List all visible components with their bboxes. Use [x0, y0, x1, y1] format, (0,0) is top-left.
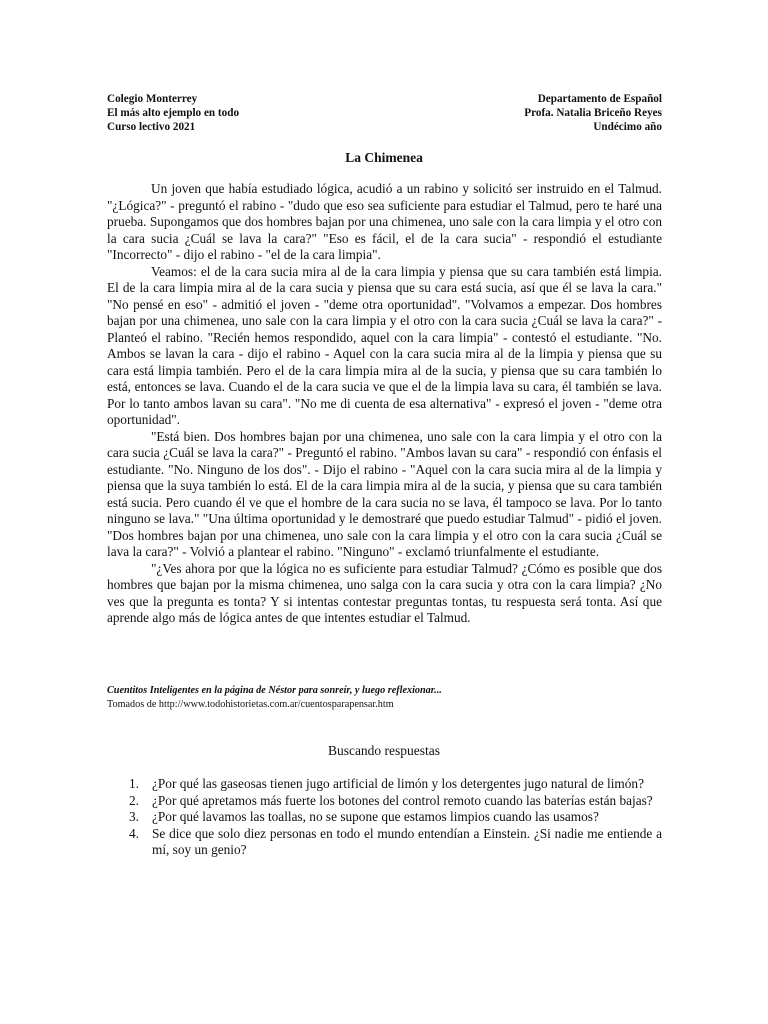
question-list [107, 776, 662, 859]
document-header [107, 92, 662, 134]
story-title: La Chimenea [345, 150, 423, 165]
school-motto: El más alto ejemplo en todo [107, 107, 240, 119]
question-text: ¿Por qué apretamos más fuerte los botones del control remoto cuando las baterías están bajas? [152, 792, 653, 808]
question-text: Se dice que solo diez personas en todo el mundo entendían a Einstein. ¿Si nadie me entiende a mí, soy un genio? [152, 825, 662, 857]
grade-level: Undécimo año [593, 121, 662, 133]
story-body [107, 181, 662, 627]
department-name: Departamento de Español [537, 93, 662, 105]
question-number: 3. [129, 809, 139, 824]
question-item [107, 826, 662, 859]
school-year: Curso lectivo 2021 [107, 121, 196, 133]
story-paragraph: Un joven que había estudiado lógica, acudió a un rabino y solicitó ser instruido en el Talmud. "¿Lógica?" - preguntó el rabino - "dudo que eso sea suficiente para estudiar el Talmud, pero te haré una prueba. Supongamos que dos hombres bajan por una chimenea, uno sale con la cara limpia y el otro con la cara sucia ¿Cuál se lava la cara?" "Eso es fácil, el de la cara sucia" - respondió el estudiante "Incorrecto" - dijo el rabino - "el de la cara limpia". [107, 181, 662, 262]
source-credit: Cuentitos Inteligentes en la página de Néstor para sonreír, y luego reflexionar... [107, 685, 442, 696]
question-item [107, 809, 662, 826]
source-citation [107, 684, 662, 712]
story-paragraph: Veamos: el de la cara sucia mira al de la cara limpia y piensa que su cara también está limpia. El de la cara limpia mira al de la cara sucia y piensa que su cara está sucia, así que él se lava la cara." "No pensé en eso" - admitió el joven - "deme otra oportunidad". "Volvamos a empezar. Dos hombres bajan por una chimenea, uno sale con la cara limpia y el otro con la cara sucia ¿Cuál se lava la cara?" - Planteó el rabino. "Recién hemos respondido, aquel con la cara limpia" - contestó el estudiante. "No. Ambos se lavan la cara - dijo el rabino - Aquel con la cara sucia mira al de la limpia y piensa que su cara está limpia también. Pero el de la cara limpia mira al de la sucia, y piensa que su cara también lo está, entonces se lava. Cuando el de la cara sucia ve que el de la limpia lava su cara, él también se lava. Por lo tanto ambos lavan su cara". "No me di cuenta de esa alternativa" - expresó el joven - "deme otra oportunidad". [107, 263, 662, 427]
story-paragraph: "¿Ves ahora por que la lógica no es suficiente para estudiar Talmud? ¿Cómo es posible que dos hombres que bajan por la misma chimenea, uno salga con la cara sucia y otra con la cara limpia? ¿No ves que la pregunta es tonta? Y si intentas contestar preguntas tontas, tu respuesta será tonta. Así que aprende algo más de lógica antes de que intentes estudiar el Talmud. [107, 560, 662, 625]
question-number: 1. [129, 776, 139, 791]
teacher-name: Profa. Natalia Briceño Reyes [524, 107, 662, 119]
school-name: Colegio Monterrey [107, 93, 198, 105]
department-info [524, 92, 662, 134]
school-info [107, 92, 239, 134]
question-item [107, 793, 662, 810]
question-item [107, 776, 662, 793]
question-text: ¿Por qué las gaseosas tienen jugo artificial de limón y los detergentes jugo natural de limón? [152, 776, 644, 791]
story-paragraph: "Está bien. Dos hombres bajan por una chimenea, uno sale con la cara limpia y el otro con la cara sucia ¿Cuál se lava la cara?" - Preguntó el rabino. "Ambos lavan su cara" - respondió con énfasis el estudiante. "No. Ninguno de los dos". - Dijo el rabino - "Aquel con la cara sucia mira al de la limpia y piensa que la suya también lo está. El de la cara limpia mira al de la sucia, y piensa que su cara también está sucia. Pero cuando él ve que el hombre de la cara sucia no se lava, él tampoco se lava. Por lo tanto ninguno se lava." "Una última oportunidad y le demostraré que puedo estudiar Talmud" - pidió el joven. "Dos hombres bajan por una chimenea, uno sale con la cara limpia y el otro con la cara sucia ¿Cuál se lava la cara?" - Volvió a plantear el rabino. "Ninguno" - exclamó triunfalmente el estudiante. [107, 428, 662, 559]
question-text: ¿Por qué lavamos las toallas, no se supone que estamos limpios cuando las usamos? [152, 809, 599, 824]
source-link: Tomados de http://www.todohistorietas.com.ar/cuentosparapensar.htm [107, 699, 394, 710]
question-number: 4. [129, 825, 139, 841]
question-number: 2. [129, 792, 139, 808]
section-title: Buscando respuestas [327, 743, 441, 758]
